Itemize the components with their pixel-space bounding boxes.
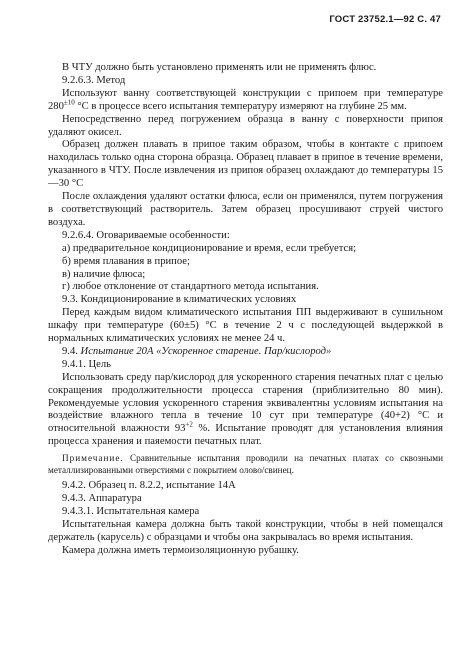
list-item-d: г) любое отклонение от стандартного метода испытания. bbox=[62, 281, 319, 293]
section-heading-purpose: 9.4.1. Цель bbox=[62, 358, 111, 370]
section-heading-specimen: 9.4.2. Образец п. 8.2.2, испытание 14А bbox=[62, 480, 236, 492]
page-header: ГОСТ 23752.1—92 С. 47 bbox=[329, 14, 441, 25]
text-part: %. Испытание проводят для установления влияния процесса хранения и паяемости печатных плат. bbox=[48, 423, 443, 448]
list-item-c: в) наличие флюса; bbox=[62, 268, 146, 280]
section-heading-test-20a bbox=[48, 346, 443, 359]
section-heading-apparatus: 9.4.3. Аппаратура bbox=[62, 493, 142, 505]
section-number: 9.4. bbox=[62, 345, 81, 357]
paragraph-insulation: Камера должна иметь термоизоляционную рубашку. bbox=[62, 544, 299, 556]
paragraph-purpose bbox=[48, 372, 443, 449]
text-part: Используют ванну соответствующей конструкции с припоем при температуре 280 bbox=[48, 87, 443, 112]
list-item-a: а) предварительное кондиционирование и время, если требуется; bbox=[62, 242, 357, 254]
paragraph-solder-bath bbox=[48, 88, 443, 114]
text-part: Использовать среду пар/кислород для ускоренного старения печатных плат с целью сокращения продолжительности процесса старения (приблизительно 80 мин). Рекомендуемые условия ускоренного старения эквивалентны условиям испытания на воздействие влажного тепла в течение 10 сут при температуре (40+2) °С и относительной влажности 93 bbox=[48, 371, 443, 435]
note-text: Сравнительные испытания проводили на печатных платах со сквозными металлизированными отверстиями с покрытием олово/свинец. bbox=[48, 453, 443, 475]
paragraph-chamber: Испытательная камера должна быть такой конструкции, чтобы в ней помещался держатель (карусель) с образцами и чтобы она закрывалась во время испытания. bbox=[48, 518, 443, 543]
tolerance-superscript: ±10 bbox=[63, 98, 75, 107]
paragraph-flux-requirement: В ЧТУ должно быть установлено применять или не применять флюс. bbox=[62, 62, 377, 73]
note bbox=[48, 453, 443, 476]
section-heading-chamber: 9.4.3.1. Испытательная камера bbox=[62, 506, 200, 517]
note-label: Примечание. bbox=[62, 453, 124, 464]
paragraph-floating: Образец должен плавать в припое таким образом, чтобы в контакте с припоем находилась только одна сторона образца. Образец плавает в припое в течение времени, указанного в ЧТУ. После извлечения из припоя образец охлаждают до температуры 15—30 °С bbox=[48, 139, 443, 190]
document-body bbox=[48, 62, 443, 558]
paragraph-conditioning: Перед каждым видом климатического испытания ПП выдерживают в сушильном шкафу при температуре (60±5) °С в течение 2 ч с последующей выдержкой в нормальных климатических условиях не менее 24 ч. bbox=[48, 307, 443, 345]
section-heading-features: 9.2.6.4. Оговариваемые особенности: bbox=[62, 229, 230, 241]
humidity-superscript: +2 bbox=[185, 420, 193, 429]
section-title-italic: Испытание 20А «Ускоренное старение. Пар/кислород» bbox=[80, 345, 332, 357]
section-heading-conditioning: 9.3. Кондиционирование в климатических условиях bbox=[62, 294, 297, 306]
list-item-b: б) время плавания в припое; bbox=[62, 255, 190, 267]
paragraph-cooling: После охлаждения удаляют остатки флюса, если он применялся, путем погружения в соответствующий растворитель. Затем образец просушивают струей чистого воздуха. bbox=[48, 191, 443, 228]
text-part: °С в процессе всего испытания температуру измеряют на глубине 25 мм. bbox=[74, 100, 407, 112]
section-heading-method: 9.2.6.3. Метод bbox=[62, 74, 126, 86]
paragraph-oxide-removal: Непосредственно перед погружением образца в ванну с поверхности припоя удаляют окисел. bbox=[48, 113, 443, 138]
